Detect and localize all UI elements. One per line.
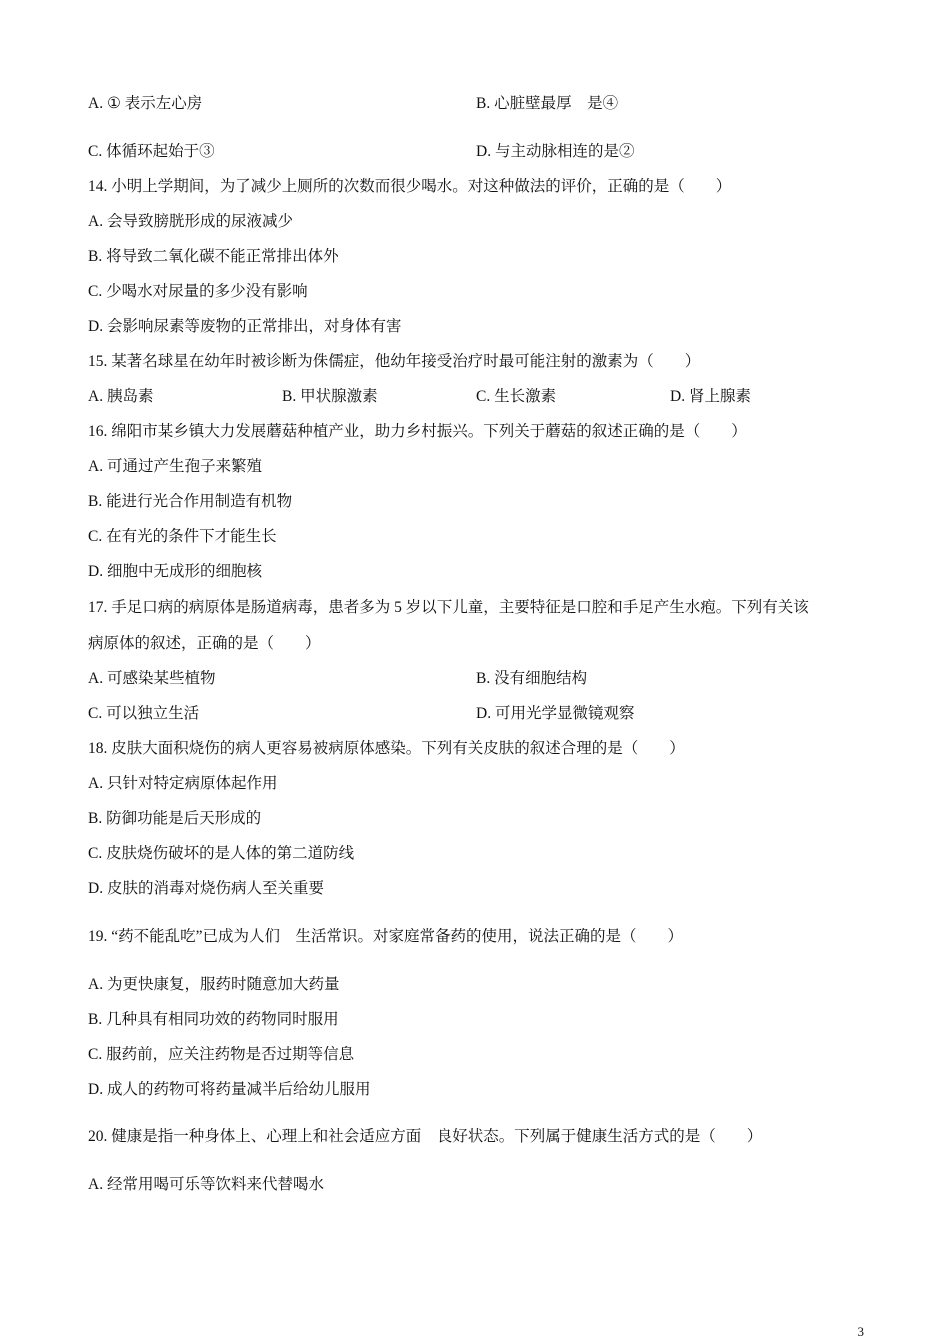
q18-option-d: D. 皮肤的消毒对烧伤病人至关重要 xyxy=(88,880,324,897)
q15-option-b: B. 甲状腺激素 xyxy=(282,388,378,405)
q17-stem-line1: 17. 手足口病的病原体是肠道病毒，患者多为 5 岁以下儿童，主要特征是口腔和手足产生水疱。下列有关该 xyxy=(88,599,809,616)
q16-stem: 16. 绵阳市某乡镇大力发展蘑菇种植产业，助力乡村振兴。下列关于蘑菇的叙述正确的是（ ） xyxy=(88,423,747,440)
q17-option-a: A. 可感染某些植物 xyxy=(88,670,216,687)
q13-option-c: C. 体循环起始于③ xyxy=(88,143,215,160)
q17-option-d: D. 可用光学显微镜观察 xyxy=(476,705,635,722)
q14-option-b: B. 将导致二氧化碳不能正常排出体外 xyxy=(88,248,339,265)
q14-option-a: A. 会导致膀胱形成的尿液减少 xyxy=(88,213,293,230)
page-number: 3 xyxy=(857,1324,864,1339)
q16-option-d: D. 细胞中无成形的细胞核 xyxy=(88,563,262,580)
q18-stem: 18. 皮肤大面积烧伤的病人更容易被病原体感染。下列有关皮肤的叙述合理的是（ ） xyxy=(88,740,685,757)
q15-option-a: A. 胰岛素 xyxy=(88,388,154,405)
q16-option-b: B. 能进行光合作用制造有机物 xyxy=(88,493,293,510)
q13-option-a: A. ① 表示左心房 xyxy=(88,95,203,112)
q15-stem: 15. 某著名球星在幼年时被诊断为侏儒症，他幼年接受治疗时最可能注射的激素为（ ） xyxy=(88,353,701,370)
q19-option-b: B. 几种具有相同功效的药物同时服用 xyxy=(88,1011,339,1028)
q18-option-c: C. 皮肤烧伤破坏的是人体的第二道防线 xyxy=(88,845,355,862)
q15-option-d: D. 肾上腺素 xyxy=(670,388,751,405)
q14-option-c: C. 少喝水对尿量的多少没有影响 xyxy=(88,283,308,300)
q14-option-d: D. 会影响尿素等废物的正常排出，对身体有害 xyxy=(88,318,402,335)
q17-option-b: B. 没有细胞结构 xyxy=(476,670,588,687)
q20-option-a: A. 经常用喝可乐等饮料来代替喝水 xyxy=(88,1176,324,1193)
q17-stem-line2: 病原体的叙述，正确的是（ ） xyxy=(88,635,321,652)
q19-stem: 19. “药不能乱吃”已成为人们 生活常识。对家庭常备药的使用，说法正确的是（ ） xyxy=(88,928,684,945)
q19-option-a: A. 为更快康复，服药时随意加大药量 xyxy=(88,976,340,993)
q13-option-b: B. 心脏壁最厚 是④ xyxy=(476,95,619,112)
q16-option-c: C. 在有光的条件下才能生长 xyxy=(88,528,277,545)
q17-option-c: C. 可以独立生活 xyxy=(88,705,200,722)
q20-stem: 20. 健康是指一种身体上、心理上和社会适应方面 良好状态。下列属于健康生活方式的是（ ） xyxy=(88,1128,763,1145)
q15-option-c: C. 生长激素 xyxy=(476,388,557,405)
q19-option-d: D. 成人的药物可将药量减半后给幼儿服用 xyxy=(88,1081,371,1098)
q18-option-b: B. 防御功能是后天形成的 xyxy=(88,810,262,827)
q14-stem: 14. 小明上学期间，为了减少上厕所的次数而很少喝水。对这种做法的评价，正确的是（ ） xyxy=(88,178,732,195)
q19-option-c: C. 服药前，应关注药物是否过期等信息 xyxy=(88,1046,355,1063)
q16-option-a: A. 可通过产生孢子来繁殖 xyxy=(88,458,262,475)
q18-option-a: A. 只针对特定病原体起作用 xyxy=(88,775,278,792)
q13-option-d: D. 与主动脉相连的是② xyxy=(476,143,635,160)
